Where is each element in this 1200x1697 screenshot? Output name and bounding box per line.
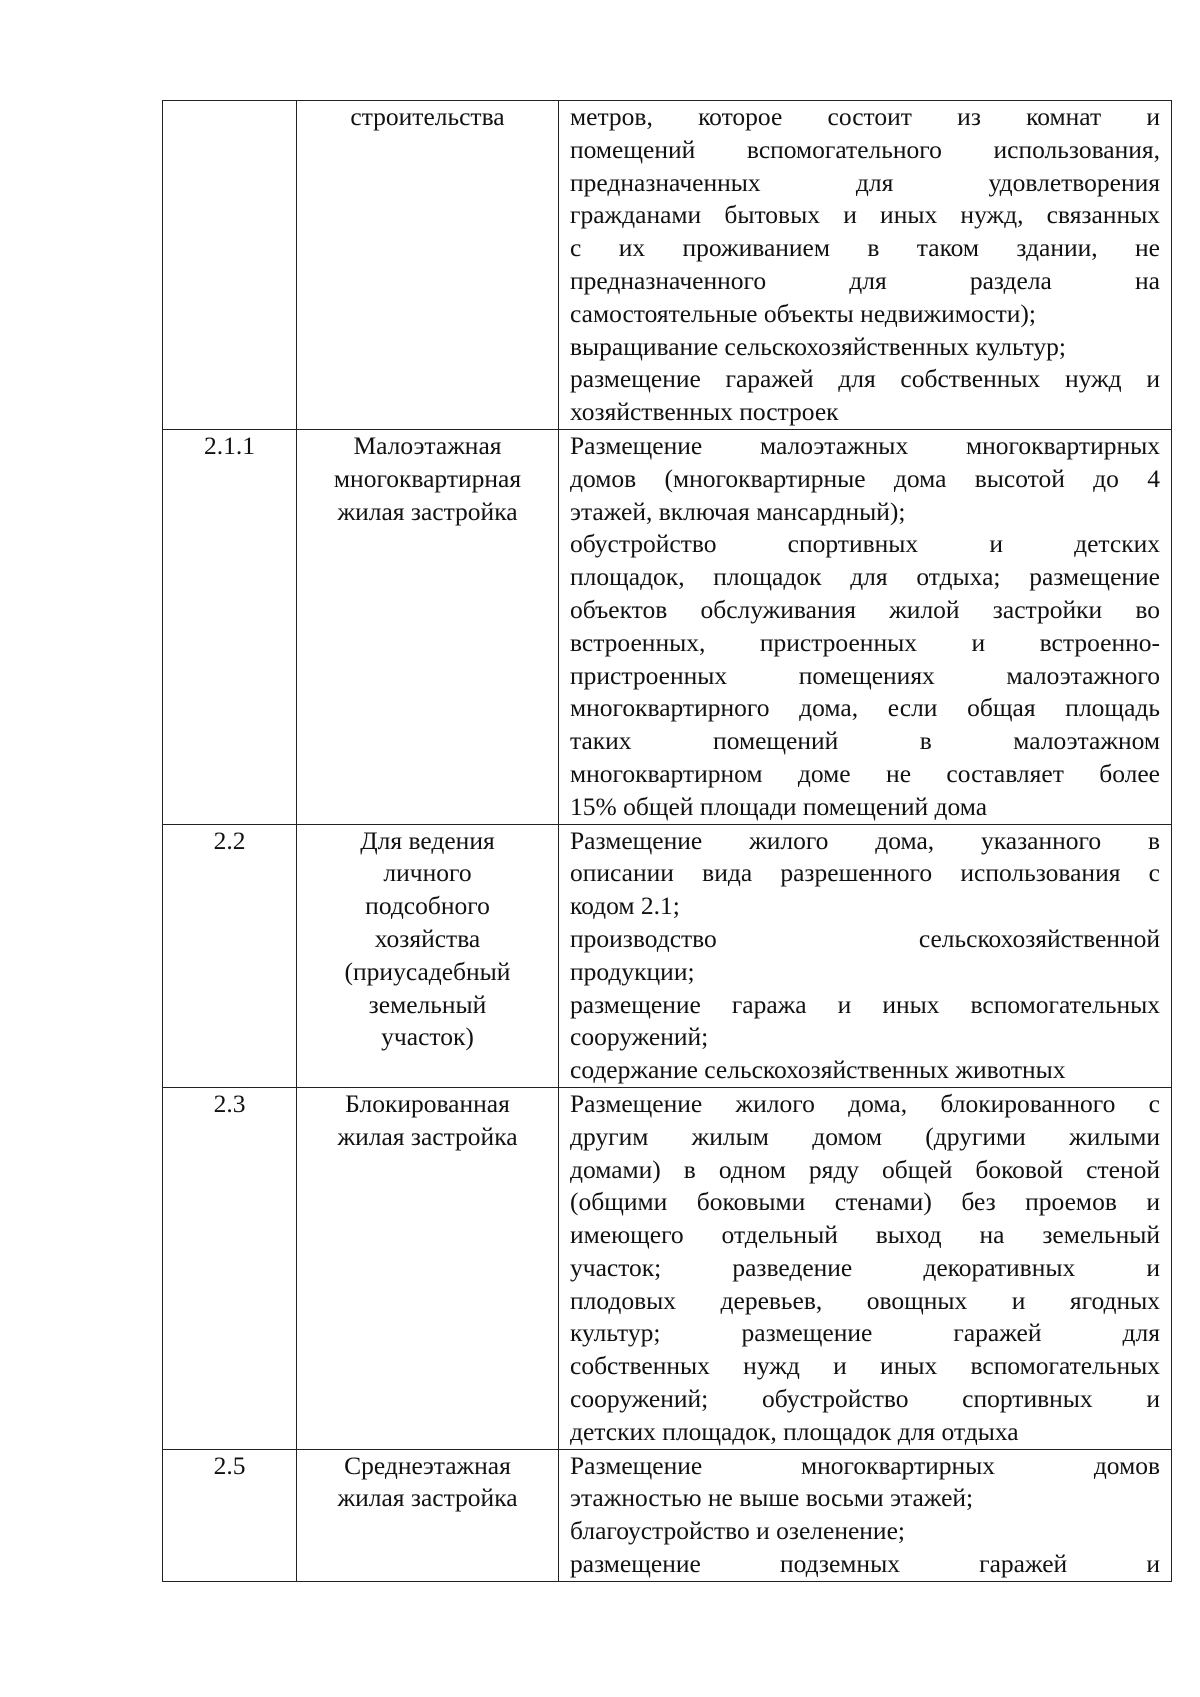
use-name-cell — [297, 1449, 559, 1581]
code-cell — [163, 824, 297, 1087]
use-code: 2.2 — [213, 825, 246, 855]
use-name-line: Малоэтажная — [353, 430, 502, 460]
use-code: 2.5 — [213, 1450, 246, 1480]
description-line: домов (многоквартирные дома высотой до 4 — [570, 463, 1160, 493]
use-name-line: личного — [383, 858, 472, 888]
use-name-cell — [297, 1087, 559, 1449]
use-name-cell — [297, 824, 559, 1087]
description-line: описании вида разрешенного использования с — [570, 858, 1160, 888]
description-line: 15% общей площади помещений дома — [570, 791, 988, 821]
description-line: Размещение жилого дома, блокированного с — [570, 1088, 1160, 1118]
description-line: (общими боковыми стенами) без проемов и — [570, 1187, 1160, 1217]
description-line: благоустройство и озеленение; — [570, 1516, 905, 1546]
table-row — [163, 101, 1172, 430]
description-line: собственных нужд и иных вспомогательных — [570, 1351, 1160, 1381]
description-line: выращивание сельскохозяйственных культур; — [570, 331, 1066, 361]
description-line: метров, которое состоит из комнат и — [570, 102, 1160, 131]
code-cell — [163, 1087, 297, 1449]
description-line: самостоятельные объекты недвижимости); — [570, 298, 1036, 328]
description-line: гражданами бытовых и иных нужд, связанных — [570, 200, 1160, 230]
description-line: производство сельскохозяйственной — [570, 923, 1160, 953]
use-code: 2.1.1 — [204, 430, 255, 460]
description-line: Размещение малоэтажных многоквартирных — [570, 430, 1160, 460]
description-line: кодом 2.1; — [570, 891, 680, 921]
code-cell — [163, 429, 297, 824]
use-description-cell — [559, 1449, 1172, 1581]
description-line: сооружений; — [570, 1022, 709, 1052]
use-name-line: Для ведения — [360, 825, 495, 855]
use-name-line: хозяйства — [374, 923, 481, 953]
use-name-line: жилая застройка — [337, 496, 518, 526]
description-line: с их проживанием в таком здании, не — [570, 233, 1160, 263]
use-name-line: Блокированная — [345, 1088, 510, 1118]
use-code: 2.3 — [213, 1088, 246, 1118]
use-name-line: (приусадебный — [344, 956, 511, 986]
description-line: обустройство спортивных и детских — [570, 529, 1160, 559]
description-line: Размещение жилого дома, указанного в — [570, 825, 1160, 855]
description-line: встроенных, пристроенных и встроенно- — [570, 627, 1160, 657]
description-line: культур; размещение гаражей для — [570, 1318, 1160, 1348]
use-description-cell — [559, 824, 1172, 1087]
land-use-table — [162, 100, 1172, 1582]
use-description-cell — [559, 429, 1172, 824]
description-line: площадок, площадок для отдыха; размещение — [570, 562, 1160, 592]
table-row — [163, 1449, 1172, 1581]
use-name-line: жилая застройка — [337, 1483, 518, 1513]
description-line: продукции; — [570, 956, 695, 986]
description-line: содержание сельскохозяйственных животных — [570, 1055, 1066, 1085]
description-line: многоквартирном доме не составляет более — [570, 758, 1160, 788]
use-name-cell — [297, 101, 559, 430]
description-line: Размещение многоквартирных домов — [570, 1450, 1160, 1480]
description-line: домами) в одном ряду общей боковой стеной — [570, 1154, 1160, 1184]
description-line: другим жилым домом (другими жилыми — [570, 1121, 1160, 1151]
use-name-line: многоквартирная — [333, 463, 522, 493]
description-line: пристроенных помещениях малоэтажного — [570, 660, 1160, 690]
description-line: предназначенных для удовлетворения — [570, 167, 1160, 197]
use-name-cell — [297, 429, 559, 824]
use-name-line: жилая застройка — [337, 1121, 518, 1151]
description-line: сооружений; обустройство спортивных и — [570, 1384, 1160, 1414]
description-line: таких помещений в малоэтажном — [570, 726, 1160, 756]
description-line: этажей, включая мансардный); — [570, 496, 906, 526]
description-line: размещение гаражей для собственных нужд и — [570, 364, 1160, 394]
use-name-line: земельный — [368, 989, 487, 1019]
use-name-line: участок) — [381, 1022, 474, 1052]
description-line: объектов обслуживания жилой застройки во — [570, 594, 1160, 624]
description-line: размещение гаража и иных вспомогательных — [570, 989, 1160, 1019]
table-row — [163, 824, 1172, 1087]
description-line: этажностью не выше восьми этажей; — [570, 1483, 974, 1513]
use-description-cell — [559, 1087, 1172, 1449]
table-row — [163, 1087, 1172, 1449]
use-name-line: подсобного — [365, 891, 490, 921]
description-line: предназначенного для раздела на — [570, 265, 1160, 295]
code-cell — [163, 1449, 297, 1581]
description-line: многоквартирного дома, если общая площадь — [570, 693, 1160, 723]
code-cell — [163, 101, 297, 430]
description-line: хозяйственных построек — [570, 397, 839, 427]
description-line: имеющего отдельный выход на земельный — [570, 1220, 1160, 1250]
use-name-line: Среднеэтажная — [344, 1450, 511, 1480]
description-line: плодовых деревьев, овощных и ягодных — [570, 1285, 1160, 1315]
description-line: детских площадок, площадок для отдыха — [570, 1416, 1019, 1446]
table-row — [163, 429, 1172, 824]
description-line: помещений вспомогательного использования, — [570, 134, 1160, 164]
use-name-line: строительства — [350, 102, 505, 131]
description-line: участок; разведение декоративных и — [570, 1252, 1160, 1282]
use-description-cell — [559, 101, 1172, 430]
description-line: размещение подземных гаражей и — [570, 1549, 1160, 1579]
